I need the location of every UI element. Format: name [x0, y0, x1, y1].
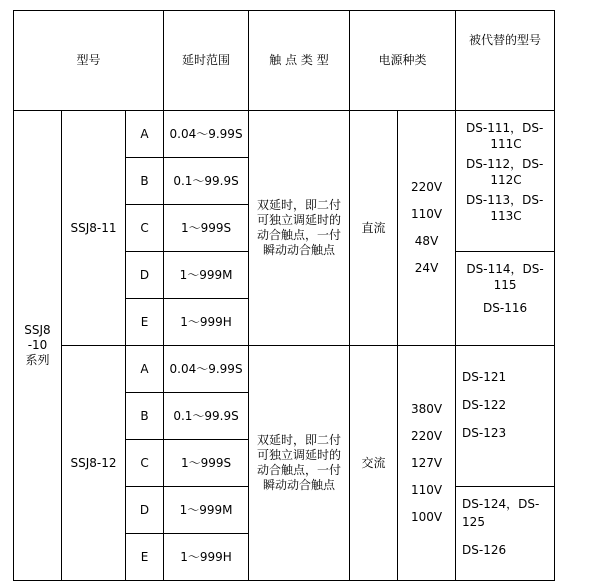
- replaced-line: DS-111，DS-: [466, 121, 544, 135]
- replaced-line: DS-122: [462, 398, 507, 412]
- replaced-line: 111C: [490, 137, 522, 151]
- voltage-list: [398, 111, 456, 346]
- contact-line: 双延时，即二付: [257, 433, 342, 447]
- contact-type-cell: [249, 346, 350, 581]
- replaced-models-cell: [456, 346, 555, 487]
- relay-spec-table: [13, 10, 555, 581]
- voltage-value: 220V: [410, 180, 443, 194]
- power-kind: 交流: [350, 346, 398, 581]
- contact-line: 可独立调延时的: [257, 213, 342, 227]
- replaced-line: DS-121: [462, 370, 507, 384]
- header-model: 型号: [14, 11, 164, 111]
- replaced-models-cell: [456, 487, 555, 581]
- header-replaced-model: 被代替的型号: [456, 11, 555, 111]
- series-line: SSJ8: [24, 323, 51, 337]
- variant-letter: E: [126, 534, 164, 581]
- replaced-line: DS-114，DS-: [466, 262, 544, 276]
- voltage-value: 24V: [414, 261, 439, 275]
- variant-letter: D: [126, 252, 164, 299]
- delay-range-value: 0.04～9.99S: [164, 111, 249, 158]
- replaced-line: DS-116: [483, 301, 528, 315]
- replaced-line: 112C: [490, 173, 522, 187]
- group-name: SSJ8-12: [62, 346, 126, 581]
- replaced-line: DS-124，DS-: [462, 497, 540, 511]
- header-power-type: 电源种类: [350, 11, 456, 111]
- variant-letter: B: [126, 158, 164, 205]
- replaced-line: DS-112，DS-: [466, 157, 544, 171]
- delay-range-value: 0.04～9.99S: [164, 346, 249, 393]
- voltage-value: 127V: [410, 455, 443, 470]
- contact-line: 双延时，即二付: [257, 198, 342, 212]
- replaced-line: 113C: [490, 209, 522, 223]
- group-name: SSJ8-11: [62, 111, 126, 346]
- variant-letter: A: [126, 346, 164, 393]
- replaced-models-cell: [456, 111, 555, 252]
- delay-range-value: 1～999H: [164, 534, 249, 581]
- series-line: -10: [27, 338, 48, 352]
- variant-letter: E: [126, 299, 164, 346]
- voltage-value: 100V: [410, 509, 443, 524]
- variant-letter: C: [126, 440, 164, 487]
- contact-line: 瞬动动合触点: [263, 478, 336, 492]
- replaced-line: DS-126: [462, 543, 507, 557]
- delay-range-value: 1～999M: [164, 252, 249, 299]
- delay-range-value: 1～999H: [164, 299, 249, 346]
- voltage-value: 380V: [410, 401, 443, 416]
- contact-type-cell: [249, 111, 350, 346]
- replaced-models-cell: [456, 252, 555, 346]
- delay-range-value: 0.1～99.9S: [164, 393, 249, 440]
- table-row: [14, 111, 555, 158]
- header-delay-range: 延时范围: [164, 11, 249, 111]
- variant-letter: D: [126, 487, 164, 534]
- variant-letter: A: [126, 111, 164, 158]
- power-kind: 直流: [350, 111, 398, 346]
- variant-letter: B: [126, 393, 164, 440]
- header-contact-type: 触 点 类 型: [249, 11, 350, 111]
- replaced-line: DS-123: [462, 426, 507, 440]
- voltage-value: 220V: [410, 428, 443, 443]
- replaced-line: 125: [462, 515, 485, 529]
- header-row: [14, 11, 555, 111]
- delay-range-value: 1～999S: [164, 205, 249, 252]
- replaced-line: 115: [493, 278, 517, 292]
- replaced-line: DS-113，DS-: [466, 193, 544, 207]
- voltage-value: 110V: [410, 207, 443, 221]
- delay-range-value: 0.1～99.9S: [164, 158, 249, 205]
- variant-letter: C: [126, 205, 164, 252]
- voltage-list: [398, 346, 456, 581]
- series-label-cell: [14, 111, 62, 581]
- delay-range-value: 1～999S: [164, 440, 249, 487]
- contact-line: 动合触点，一付: [257, 463, 342, 477]
- contact-line: 可独立调延时的: [257, 448, 342, 462]
- table-row: [14, 346, 555, 393]
- series-line: 系列: [25, 353, 50, 367]
- contact-line: 瞬动动合触点: [263, 243, 336, 257]
- voltage-value: 48V: [414, 234, 439, 248]
- voltage-value: 110V: [410, 482, 443, 497]
- delay-range-value: 1～999M: [164, 487, 249, 534]
- contact-line: 动合触点，一付: [257, 228, 342, 242]
